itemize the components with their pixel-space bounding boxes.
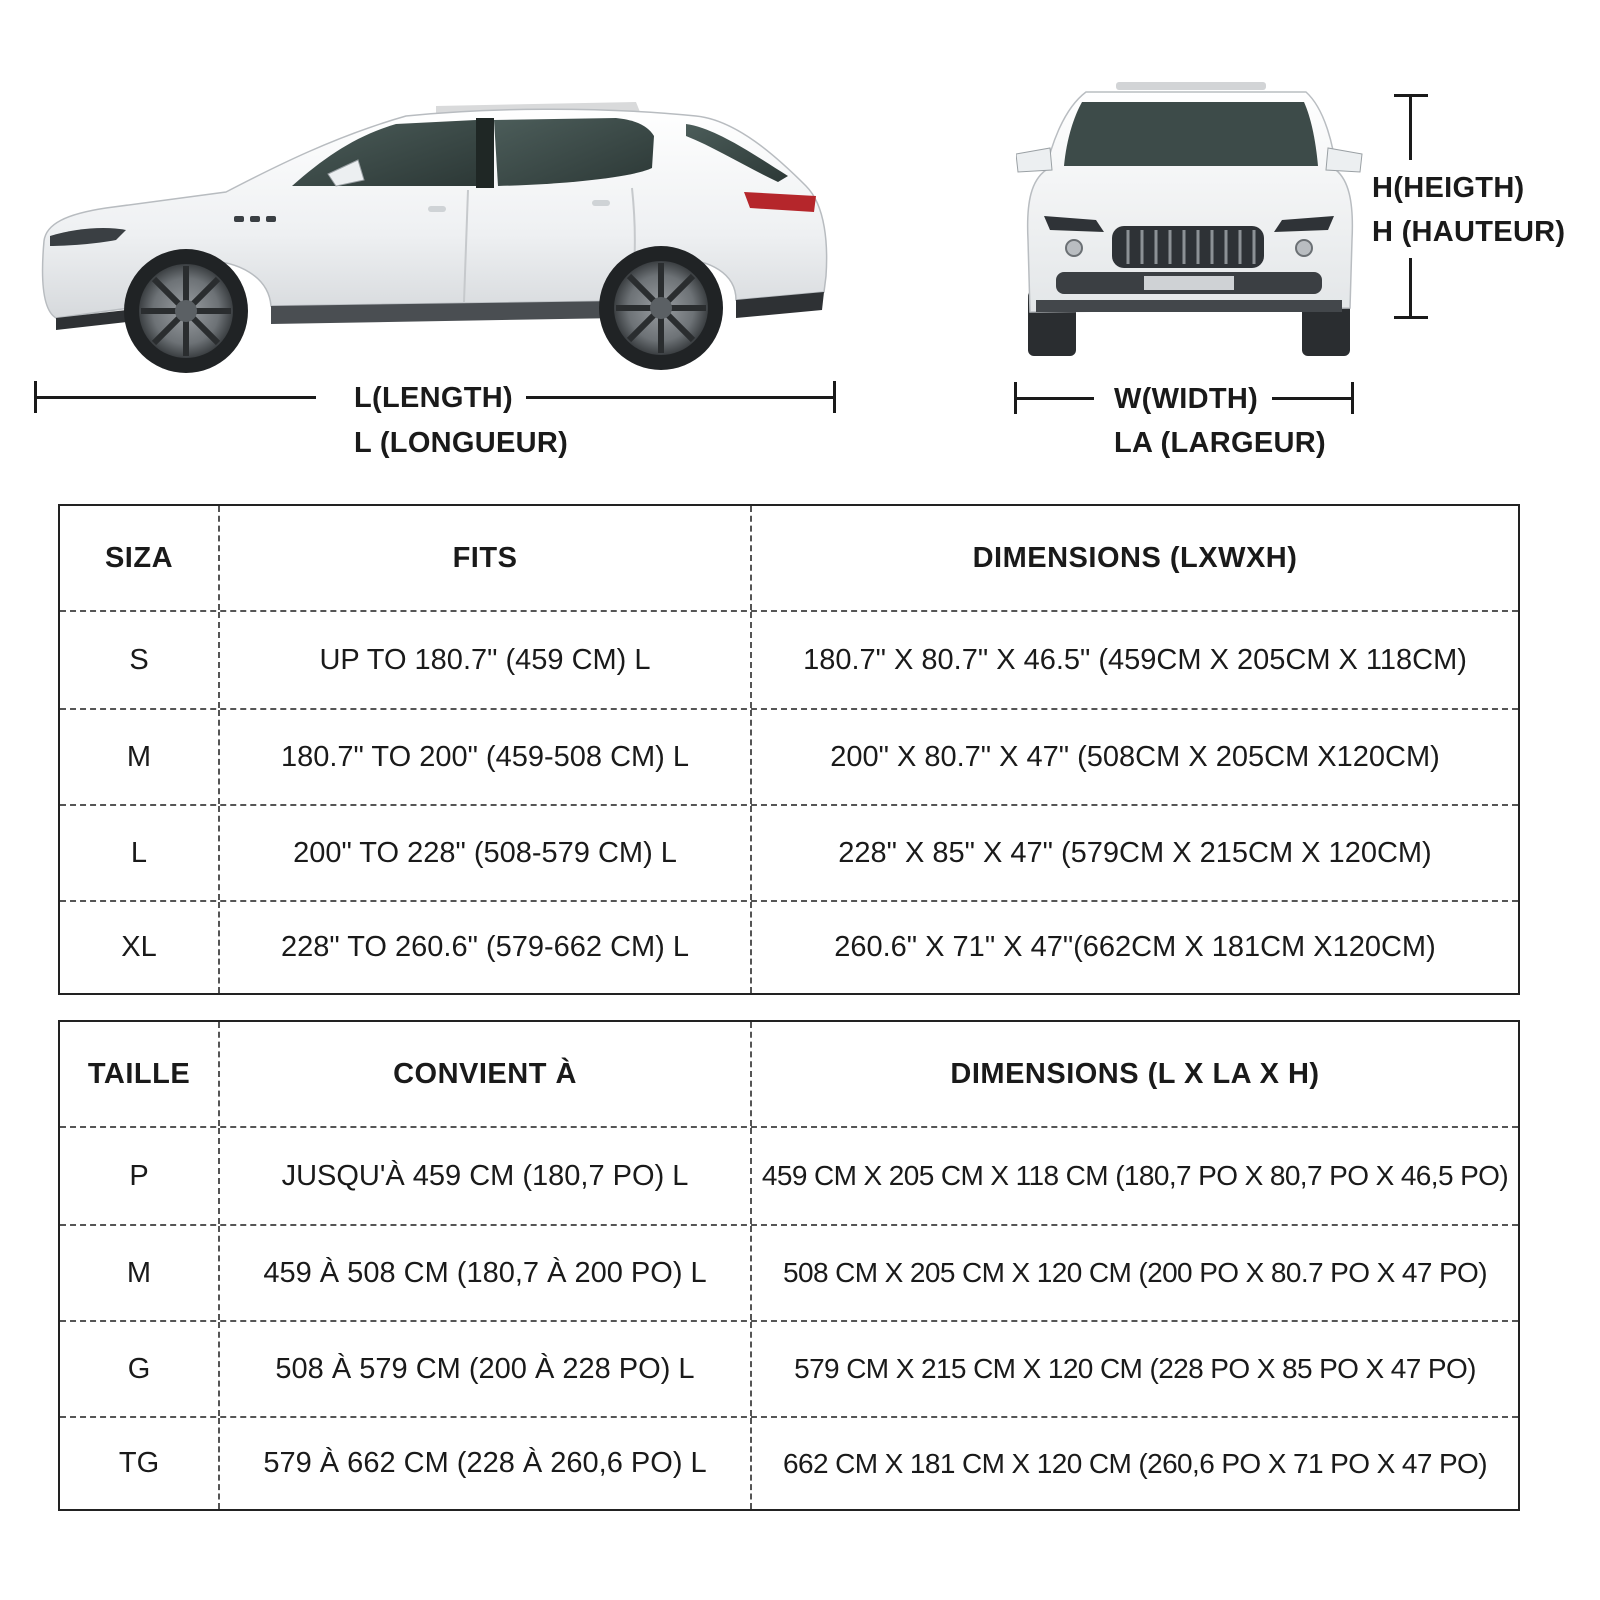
dimensions-cell: 662 CM X 181 CM X 120 CM (260,6 PO X 71 PO X 47 PO)	[750, 1418, 1518, 1509]
table-header-row	[60, 506, 1518, 610]
table-row	[60, 900, 1518, 993]
header-taille: TAILLE	[87, 1057, 191, 1090]
width-label-fr: LA (LARGEUR)	[1114, 427, 1326, 459]
dimensions-cell: 508 CM X 205 CM X 120 CM (200 PO X 80.7 PO X 47 PO)	[750, 1226, 1518, 1320]
fits-cell: 579 À 662 CM (228 À 260,6 PO) L	[218, 1418, 750, 1509]
dimensions-cell: 200" X 80.7" X 47" (508CM X 205CM X120CM)	[750, 710, 1518, 804]
table-row	[60, 804, 1518, 900]
size-cell: G	[127, 1352, 151, 1385]
size-cell: TG	[118, 1447, 160, 1479]
fits-cell: 508 À 579 CM (200 À 228 PO) L	[218, 1322, 750, 1416]
table-row	[60, 1126, 1518, 1224]
dimensions-cell: 228" X 85" X 47" (579CM X 215CM X 120CM)	[750, 806, 1518, 900]
fits-cell: 200" TO 228" (508-579 CM) L	[218, 806, 750, 900]
dimensions-cell: 180.7" X 80.7" X 46.5" (459CM X 205CM X 118CM)	[750, 612, 1518, 708]
fits-cell: JUSQU'À 459 CM (180,7 PO) L	[218, 1128, 750, 1224]
size-cell: S	[129, 643, 149, 676]
header-size: SIZA	[104, 541, 174, 574]
size-cell: L	[130, 836, 148, 869]
length-label-fr: L (LONGUEUR)	[354, 427, 569, 459]
table-row	[60, 1224, 1518, 1320]
car-side-view-image	[36, 96, 856, 386]
fits-cell: 180.7" TO 200" (459-508 CM) L	[218, 710, 750, 804]
table-row	[60, 1416, 1518, 1509]
table-row	[60, 1320, 1518, 1416]
dimensions-cell: 579 CM X 215 CM X 120 CM (228 PO X 85 PO X 47 PO)	[750, 1322, 1518, 1416]
table-header-row	[60, 1022, 1518, 1126]
height-label-fr: H (HAUTEUR)	[1372, 216, 1566, 248]
size-cell: M	[126, 1256, 152, 1289]
fits-cell: UP TO 180.7" (459 CM) L	[218, 612, 750, 708]
size-cell: P	[129, 1159, 149, 1192]
size-cell: XL	[121, 931, 157, 963]
table-row	[60, 610, 1518, 708]
fits-cell: 228" TO 260.6" (579-662 CM) L	[218, 902, 750, 993]
header-convient: CONVIENT À	[218, 1022, 750, 1126]
length-label-en: L(LENGTH)	[354, 382, 513, 414]
width-label-en: W(WIDTH)	[1114, 383, 1259, 415]
size-table-english	[58, 504, 1520, 995]
car-front-view-image	[1016, 80, 1396, 370]
fits-cell: 459 À 508 CM (180,7 À 200 PO) L	[218, 1226, 750, 1320]
header-dimensions: DIMENSIONS (LXWXH)	[750, 506, 1518, 610]
height-label-en: H(HEIGTH)	[1372, 172, 1525, 204]
size-cell: M	[126, 740, 152, 773]
header-dimensions: DIMENSIONS (L X LA X H)	[750, 1022, 1518, 1126]
table-row	[60, 708, 1518, 804]
dimensions-cell: 260.6" X 71" X 47"(662CM X 181CM X120CM)	[750, 902, 1518, 993]
dimensions-cell: 459 CM X 205 CM X 118 CM (180,7 PO X 80,7 PO X 46,5 PO)	[750, 1128, 1518, 1224]
header-fits: FITS	[218, 506, 750, 610]
size-table-french	[58, 1020, 1520, 1511]
